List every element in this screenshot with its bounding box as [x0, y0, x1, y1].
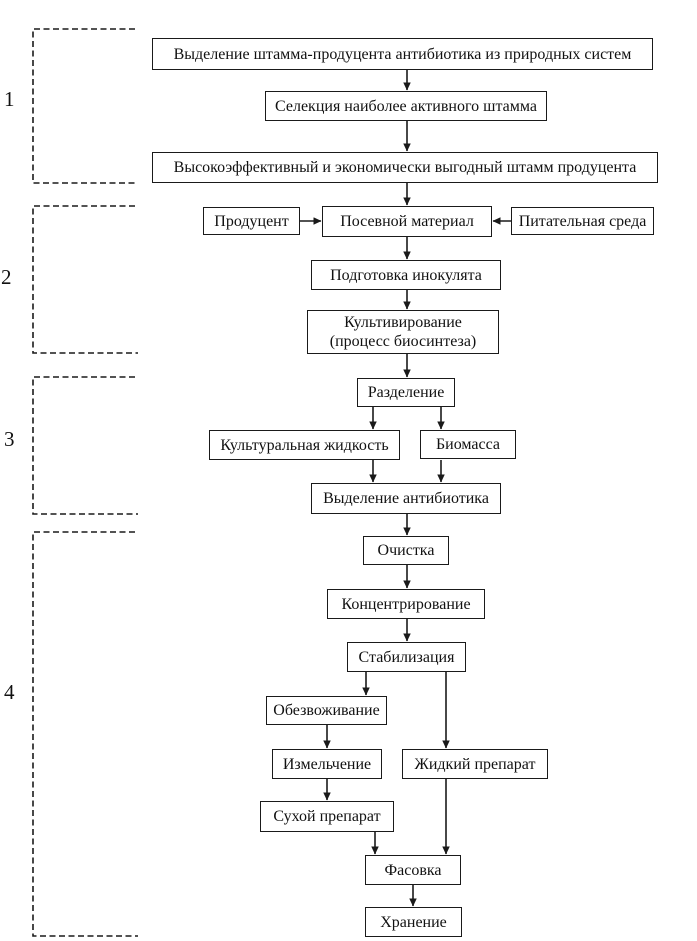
section-label-2: 2: [1, 265, 12, 289]
node-culture-liquid: Культуральная жидкость: [209, 430, 400, 460]
node-nutrient-medium: Питательная среда: [511, 207, 654, 235]
node-efficient-strain: Высокоэффективный и экономически выгодный штамм продуцента: [152, 152, 658, 183]
node-producer: Продуцент: [203, 207, 300, 235]
node-cultivation: [307, 310, 499, 354]
bracket-2: [33, 206, 138, 353]
section-label-3: 3: [4, 427, 15, 451]
section-label-4: 4: [4, 680, 15, 704]
node-inoculum-preparation: Подготовка инокулята: [311, 260, 501, 290]
node-strain-isolation: Выделение штамма-продуцента антибиотика из природных систем: [152, 38, 653, 70]
section-label-1: 1: [4, 87, 15, 111]
node-seed-material: Посевной материал: [322, 206, 492, 237]
node-concentration: Концентрирование: [327, 589, 485, 619]
node-packaging: Фасовка: [365, 855, 461, 885]
node-antibiotic-isolation: Выделение антибиотика: [311, 483, 501, 514]
section-brackets: [33, 29, 138, 936]
node-stabilization: Стабилизация: [347, 642, 466, 672]
bracket-1: [33, 29, 138, 183]
node-cultivation-line2: (процесс биосинтеза): [329, 333, 477, 350]
node-cultivation-line1: Культивирование: [344, 314, 462, 331]
node-dehydration: Обезвоживание: [266, 696, 387, 725]
node-purification: Очистка: [363, 536, 449, 565]
node-separation: Разделение: [357, 378, 455, 407]
node-biomass: Биомасса: [420, 430, 516, 459]
node-grinding: Измельчение: [272, 749, 382, 779]
bracket-3: [33, 377, 138, 514]
node-liquid-preparation: Жидкий препарат: [402, 749, 548, 779]
node-storage: Хранение: [365, 907, 462, 937]
bracket-4: [33, 532, 138, 936]
node-selection: Селекция наиболее активного штамма: [265, 91, 547, 121]
node-dry-preparation: Сухой препарат: [260, 801, 394, 832]
